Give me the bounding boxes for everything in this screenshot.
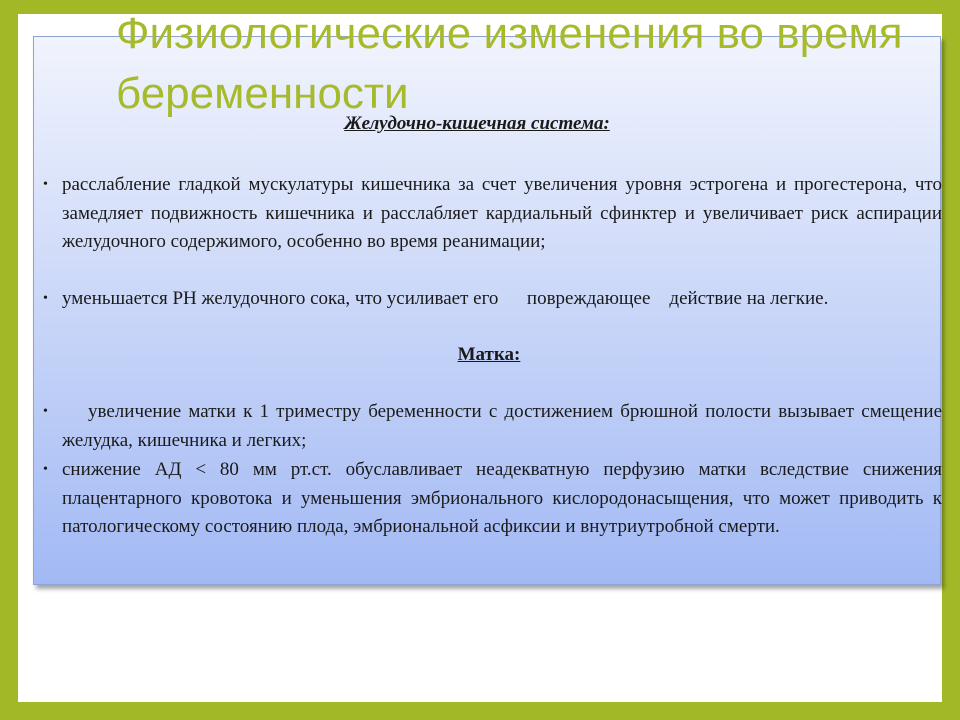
bullet-marker: • bbox=[43, 291, 48, 306]
section-heading-gi: Желудочно-кишечная система: bbox=[344, 113, 610, 134]
section-heading-uterus: Матка: bbox=[457, 344, 521, 365]
list-item: увеличение матки к 1 триместру беременности с достижением брюшной полости вызывает смещение желудка, кишечника и легких; bbox=[62, 401, 942, 451]
bullet-marker: • bbox=[43, 177, 48, 192]
slide-title: Физиологические изменения во время беременности bbox=[116, 9, 903, 118]
bullet-marker: • bbox=[43, 404, 48, 419]
list-item: уменьшается РН желудочного сока, что усиливает его повреждающее действие на легкие. bbox=[62, 288, 829, 309]
list-item: расслабление гладкой мускулатуры кишечника за счет увеличения уровня эстрогена и прогестерона, что замедляет подвижность кишечника и расслабляет кардиальный сфинктер и увеличивает риск аспирации желудочного содержимого, особенно во время реанимации; bbox=[62, 174, 942, 252]
list-item: снижение АД < 80 мм рт.ст. обуславливает неадекватную перфузию матки вследствие снижения плацентарного кровотока и уменьшения эмбрионального кислородонасыщения, что может приводить к патологическому состоянию плода, эмбриональной асфиксии и внутриутробной смерти. bbox=[62, 459, 942, 537]
bullet-marker: • bbox=[43, 462, 48, 477]
